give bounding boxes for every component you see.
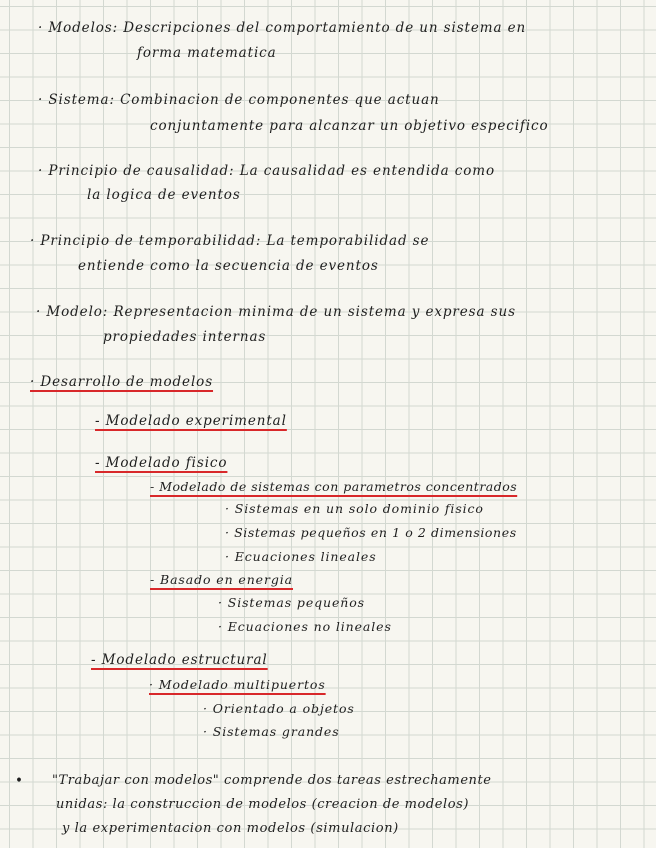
note-trabajar-line-3: y la experimentacion con modelos (simulacion)	[62, 821, 399, 836]
item-orientado-a-objetos: · Orientado a objetos	[203, 701, 355, 716]
note-trabajar-bullet: •	[15, 773, 24, 789]
item-parametros-concentrados: - Modelado de sistemas con parametros concentrados	[150, 479, 518, 494]
item-modelado-fisico: - Modelado fisico	[95, 455, 228, 471]
note-sistema-line-2: conjuntamente para alcanzar un objetivo especifico	[150, 118, 549, 134]
note-modelos-line-2: forma matematica	[137, 45, 277, 61]
note-causalidad-line-2: la logica de eventos	[87, 187, 241, 203]
heading-desarrollo-de-modelos: · Desarrollo de modelos	[30, 374, 214, 390]
note-sistema-line-1: · Sistema: Combinacion de componentes que actuan	[38, 92, 440, 108]
note-trabajar-line-2: unidas: la construccion de modelos (creacion de modelos)	[56, 797, 469, 812]
item-basado-en-energia: - Basado en energia	[150, 572, 293, 587]
note-causalidad-line-1: · Principio de causalidad: La causalidad es entendida como	[38, 163, 496, 179]
item-sistemas-grandes: · Sistemas grandes	[203, 724, 340, 739]
item-modelado-multipuertos: · Modelado multipuertos	[149, 677, 326, 692]
item-sistemas-un-dominio: · Sistemas en un solo dominio fisico	[225, 501, 484, 516]
note-modelos-line-1: · Modelos: Descripciones del comportamiento de un sistema en	[38, 20, 527, 36]
item-modelado-estructural: - Modelado estructural	[91, 652, 268, 668]
item-sistemas-pequenos: · Sistemas pequeños	[218, 595, 365, 610]
item-modelado-experimental: - Modelado experimental	[95, 413, 287, 429]
note-temporabilidad-line-2: entiende como la secuencia de eventos	[78, 258, 379, 274]
note-trabajar-line-1: "Trabajar con modelos" comprende dos tareas estrechamente	[52, 773, 492, 788]
item-sistemas-pequenos-dimensiones: · Sistemas pequeños en 1 o 2 dimensiones	[225, 525, 517, 540]
item-ecuaciones-lineales: · Ecuaciones lineales	[225, 549, 377, 564]
item-ecuaciones-no-lineales: · Ecuaciones no lineales	[218, 619, 392, 634]
note-modelo-line-2: propiedades internas	[103, 329, 267, 345]
note-modelo-line-1: · Modelo: Representacion minima de un sistema y expresa sus	[36, 304, 516, 320]
note-temporabilidad-line-1: · Principio de temporabilidad: La temporabilidad se	[30, 233, 430, 249]
